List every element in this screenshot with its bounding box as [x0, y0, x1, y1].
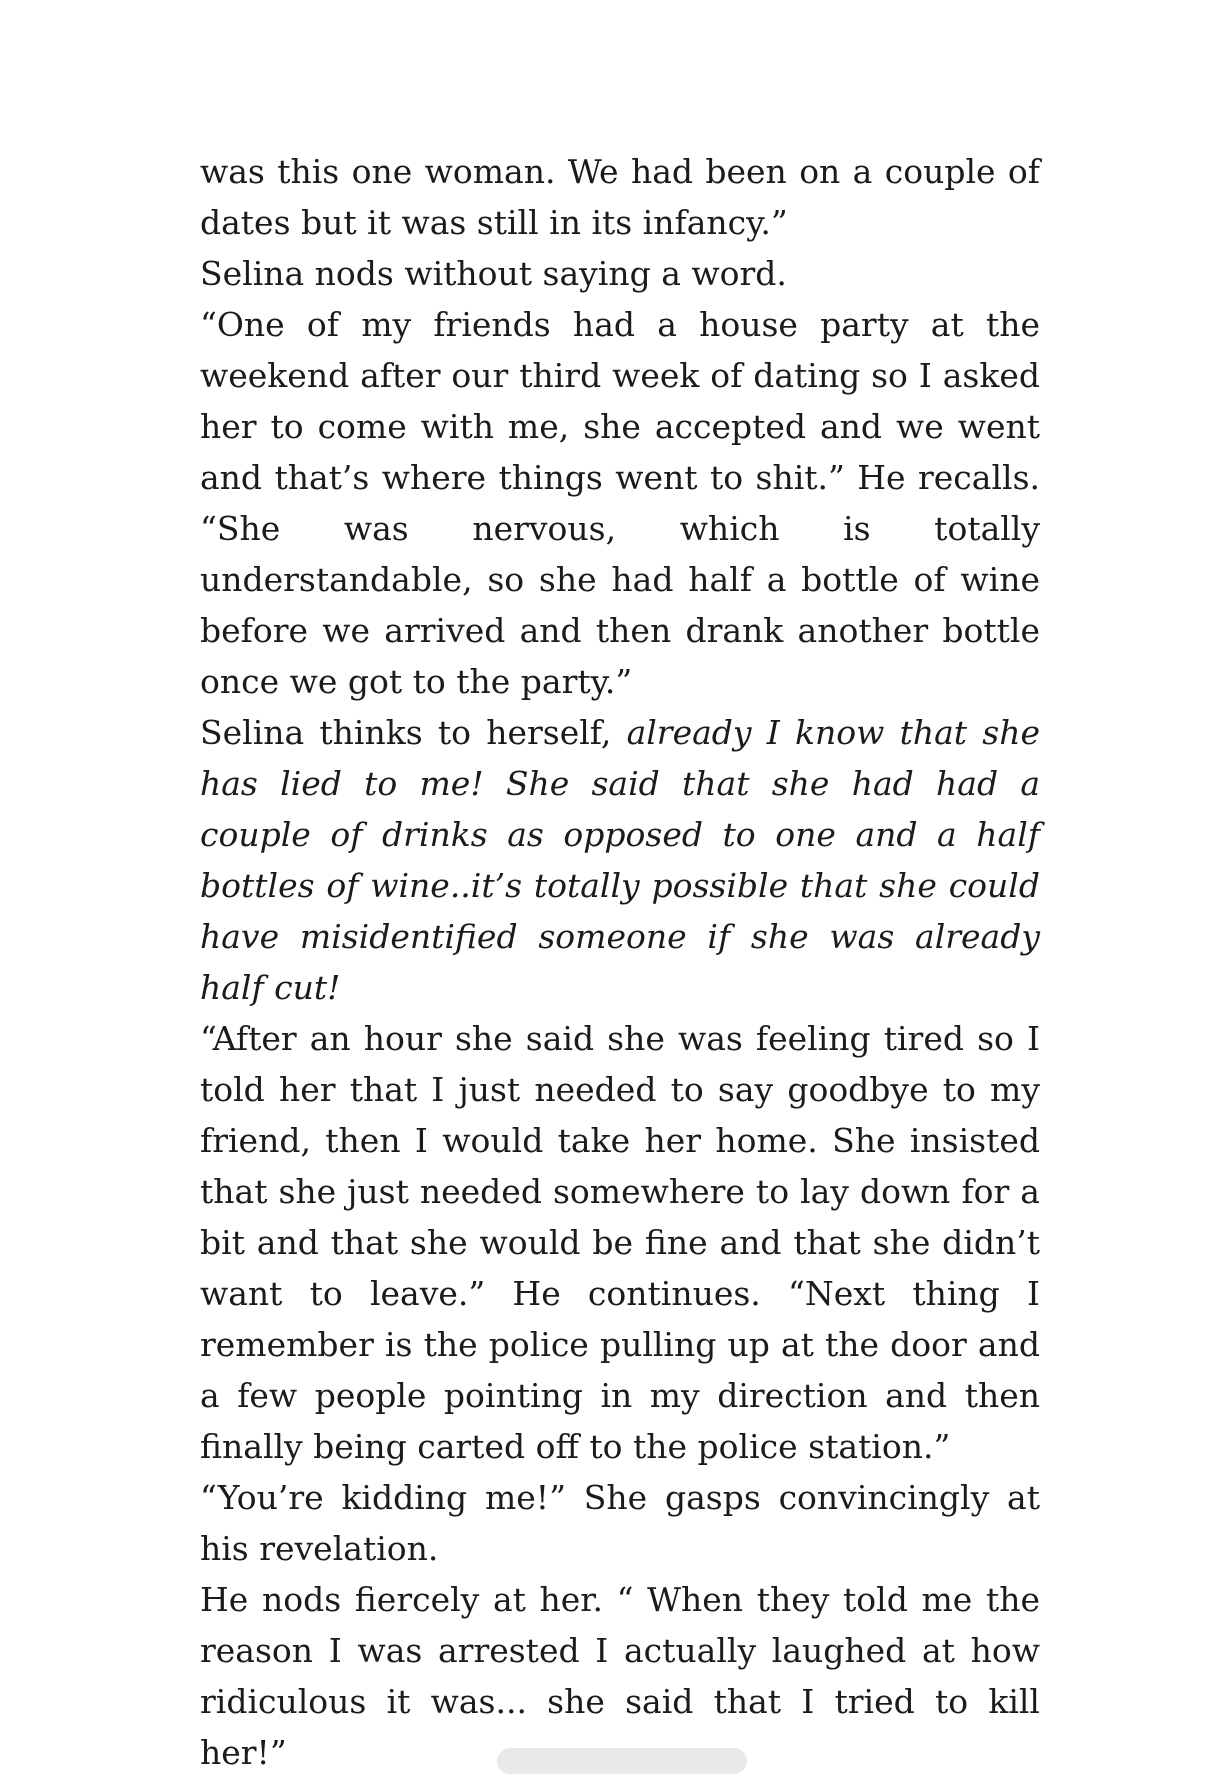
narration-text: Selina thinks to herself, — [200, 713, 627, 752]
paragraph-3: “One of my friends had a house party at the weekend after our third week of dating so I asked her to come with me, she accepted and we went and that’s where things went to shit.” He recalls. “She was nervous, which is totally understandable, so she had half a bottle of wine before we arrived and then drank another bottle once we got to the party.” — [200, 305, 1040, 701]
paragraph-2: Selina nods without saying a word. — [200, 254, 787, 293]
paragraph-4 — [200, 707, 1040, 1013]
paragraph-6: “You’re kidding me!” She gasps convincingly at his revelation. — [200, 1478, 1040, 1568]
inner-thought-text: already I know that she has lied to me! She said that she had had a couple of drinks as opposed to one and a half bottles of wine..it’s totally possible that she could have misidentified someone if she was already half cut! — [200, 713, 1040, 1007]
paragraph-1: was this one woman. We had been on a couple of dates but it was still in its infancy.” — [200, 152, 1040, 242]
paragraph-7: He nods fiercely at her. “ When they told me the reason I was arrested I actually laughed at how ridiculous it was... she said that I tried to kill her!” — [200, 1580, 1040, 1772]
book-page — [200, 146, 1040, 1778]
home-indicator[interactable] — [497, 1748, 747, 1774]
paragraph-5: “After an hour she said she was feeling tired so I told her that I just needed to say goodbye to my friend, then I would take her home. She insisted that she just needed somewhere to lay down for a bit and that she would be fine and that she didn’t want to leave.” He continues. “Next thing I remember is the police pulling up at the door and a few people pointing in my direction and then finally being carted off to the police station.” — [200, 1019, 1040, 1466]
